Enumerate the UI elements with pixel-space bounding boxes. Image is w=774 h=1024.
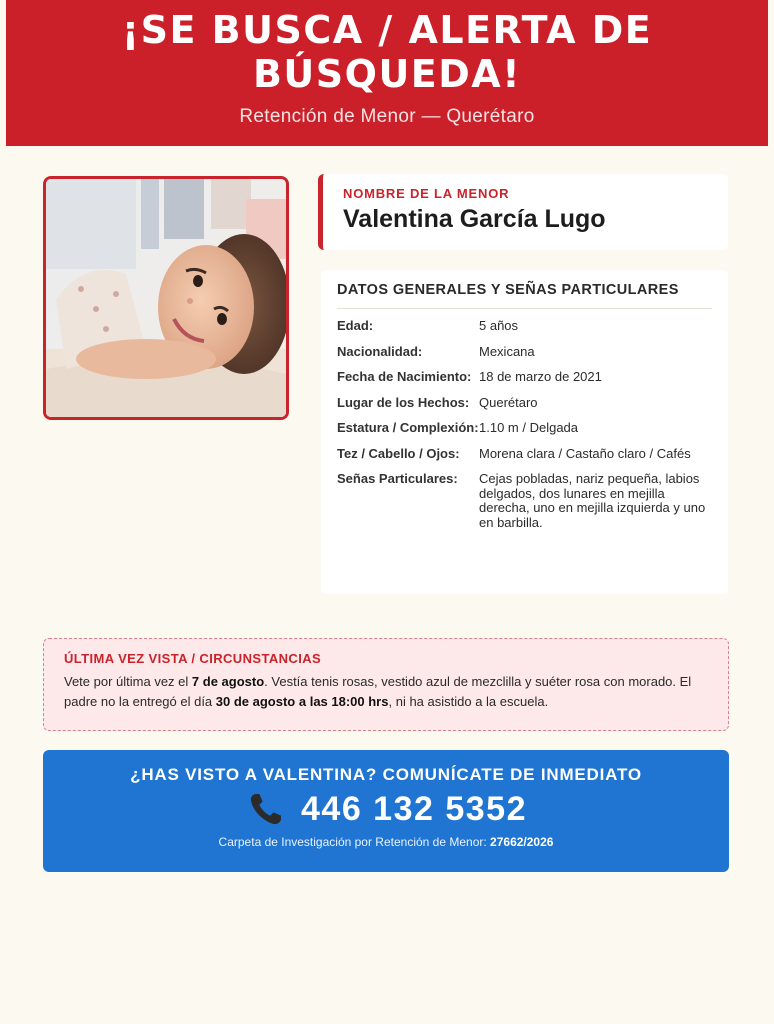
investigation-folio <box>43 835 729 849</box>
data-row-marks <box>337 472 712 530</box>
circ-text-3: , ni ha asistido a la escuela. <box>388 694 549 709</box>
data-row-nationality <box>337 345 712 360</box>
data-card-title: DATOS GENERALES Y SEÑAS PARTICULARES <box>337 282 712 309</box>
data-value: Querétaro <box>479 394 538 410</box>
alert-title: ¡SE BUSCA / ALERTA DE BÚSQUEDA! <box>121 8 653 96</box>
folio-label: Carpeta de Investigación por Retención de Menor: <box>218 835 491 849</box>
data-label: Nacionalidad: <box>337 343 423 359</box>
data-label: Edad: <box>337 318 374 333</box>
data-value: 1.10 m / Delgada <box>479 420 579 435</box>
contact-box <box>43 750 729 872</box>
data-label: Estatura / Complexión: <box>337 420 479 435</box>
data-value: Cejas pobladas, nariz pequeña, labios delgados, dos lunares en mejilla derecha, uno en mejilla izquierda y uno en barbilla. <box>479 471 706 530</box>
circ-date-seen: 7 de agosto <box>191 674 265 689</box>
child-name: Valentina García Lugo <box>343 205 606 233</box>
data-row-features <box>337 447 712 462</box>
circumstances-title: ÚLTIMA VEZ VISTA / CIRCUNSTANCIAS <box>64 651 322 666</box>
name-card <box>318 174 728 250</box>
data-label: Lugar de los Hechos: <box>337 394 470 410</box>
data-row-place <box>337 396 712 411</box>
data-value: 18 de marzo de 2021 <box>479 369 602 384</box>
name-label: NOMBRE DE LA MENOR <box>343 186 510 201</box>
data-row-height <box>337 421 712 436</box>
circ-date-retention: 30 de agosto a las 18:00 hrs <box>215 694 389 709</box>
data-label: Fecha de Nacimiento: <box>337 369 472 384</box>
general-data-card <box>321 270 728 594</box>
contact-cta: ¿HAS VISTO A VALENTINA? COMUNÍCATE DE INMEDIATO <box>130 765 642 784</box>
phone-row <box>43 789 729 829</box>
data-label: Tez / Cabello / Ojos: <box>337 445 460 461</box>
child-photo-image <box>46 179 286 417</box>
circ-text-2: . Vestía tenis rosas, vestido azul de mezclilla y suéter rosa con morado. El padre no la entregó el día <box>64 674 692 709</box>
phone-number[interactable]: 446 132 5352 <box>301 789 527 828</box>
data-value: Mexicana <box>479 343 535 359</box>
circumstances-box <box>43 638 729 731</box>
alert-subtitle: Retención de Menor — Querétaro <box>239 106 535 127</box>
data-rows <box>337 319 712 530</box>
child-photo <box>43 176 289 420</box>
circ-text-1: Vete por última vez el <box>64 674 192 689</box>
phone-icon <box>245 789 287 829</box>
folio-number: 27662/2026 <box>490 835 554 849</box>
alert-header <box>6 0 768 146</box>
data-row-birthdate <box>337 370 712 385</box>
data-value: 5 años <box>479 318 519 333</box>
data-row-age <box>337 319 712 334</box>
data-value: Morena clara / Castaño claro / Cafés <box>479 445 691 461</box>
circumstances-text <box>64 672 708 712</box>
data-label: Señas Particulares: <box>337 471 458 486</box>
